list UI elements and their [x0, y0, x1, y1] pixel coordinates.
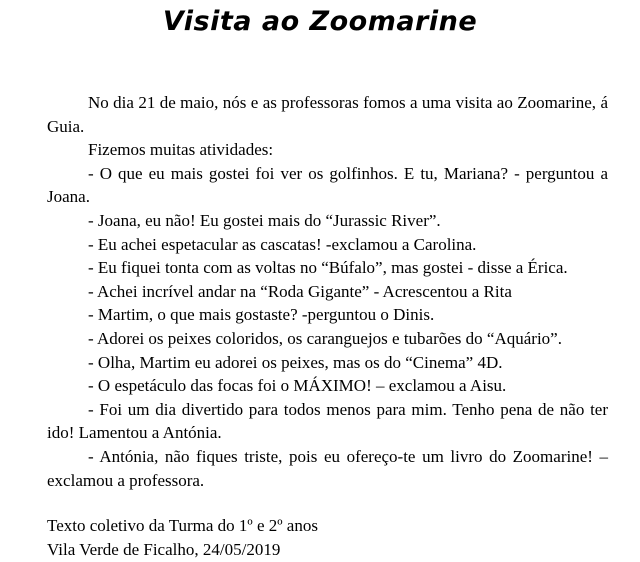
dialogue-line-mariana: - Joana, eu não! Eu gostei mais do “Jurassic River”.: [88, 210, 441, 230]
dialogue-line-dinis: - Martim, o que mais gostaste? -perguntou o Dinis.: [88, 305, 435, 325]
paragraph-intro: No dia 21 de maio, nós e as professoras fomos a uma visita ao Zoomarine, á Guia.: [47, 93, 608, 136]
dialogue-line-professora: - Antónia, não fiques triste, pois eu ofereço-te um livro do Zoomarine! – exclamou a professora.: [47, 446, 608, 490]
footer-place-date: Vila Verde de Ficalho, 24/05/2019: [47, 540, 281, 559]
dialogue-line-carolina: - Eu achei espetacular as cascatas! -exclamou a Carolina.: [88, 234, 477, 254]
document-title: Visita ao Zoomarine: [162, 6, 478, 37]
dialogue-line-cinema: - Olha, Martim eu adorei os peixes, mas os do “Cinema” 4D.: [88, 352, 503, 372]
paragraph-activities: Fizemos muitas atividades:: [88, 140, 274, 160]
dialogue-line-martim: - Adorei os peixes coloridos, os caranguejos e tubarões do “Aquário”.: [88, 328, 562, 348]
dialogue-line-aisu: - O espetáculo das focas foi o MÁXIMO! – exclamou a Aisu.: [88, 376, 507, 396]
dialogue-line-antonia: - Foi um dia divertido para todos menos para mim. Tenho pena de não ter ido! Lamentou a Antónia.: [47, 399, 608, 443]
footer-credit: Texto coletivo da Turma do 1º e 2º anos: [47, 516, 318, 535]
document-footer: [47, 514, 608, 562]
dialogue-line-joana: - O que eu mais gostei foi ver os golfinhos. E tu, Mariana? - perguntou a Joana.: [47, 163, 608, 207]
story-body: [47, 91, 608, 492]
dialogue-line-rita: - Achei incrível andar na “Roda Gigante” - Acrescentou a Rita: [88, 281, 512, 301]
dialogue-line-erica: - Eu fiquei tonta com as voltas no “Búfalo”, mas gostei - disse a Érica.: [88, 258, 568, 278]
